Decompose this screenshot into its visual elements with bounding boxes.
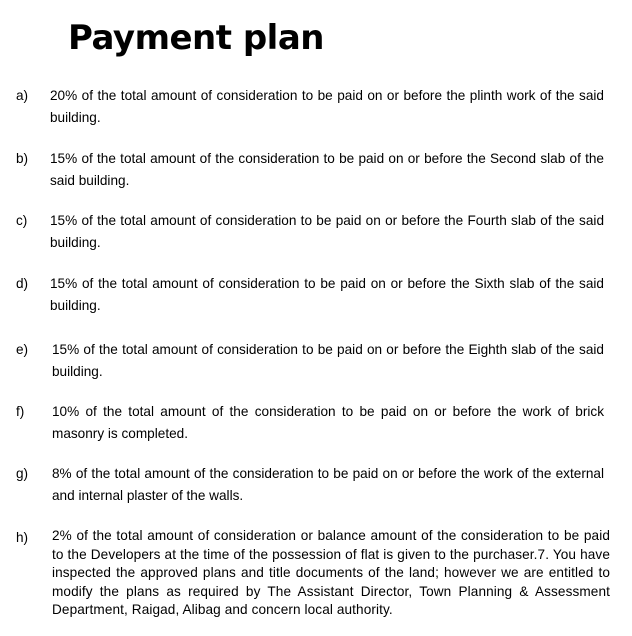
item-marker: c) [16,213,28,228]
item-text: 2% of the total amount of consideration or balance amount of the consideration to be paid to the Developers at the time of the possession of flat is given to the purchaser.7. You have inspected the approved plans and title documents of the land; however we are entitled to modify the plans as required by The Assistant Director, Town Planning & Assessment Department, Raigad, Alibag and concern local authority. [52,528,610,617]
item-text: 15% of the total amount of consideration to be paid on or before the Eighth slab of the said building. [52,342,604,379]
item-text: 15% of the total amount of consideration to be paid on or before the Fourth slab of the said building. [50,213,604,250]
item-marker: f) [16,404,25,419]
item-text: 20% of the total amount of consideration to be paid on or before the plinth work of the said building. [50,88,604,125]
item-marker: a) [16,88,29,103]
item-marker: d) [16,276,29,291]
item-text: 8% of the total amount of the consideration to be paid on or before the work of the external and internal plaster of the walls. [52,466,604,503]
item-text: 10% of the total amount of the consideration to be paid on or before the work of brick masonry is completed. [52,404,604,441]
item-marker: g) [16,466,29,481]
item-text: 15% of the total amount of the consideration to be paid on or before the Second slab of the said building. [50,151,604,188]
page-title: Payment plan [68,18,324,58]
item-marker: b) [16,151,29,166]
item-text: 15% of the total amount of consideration to be paid on or before the Sixth slab of the said building. [50,276,604,313]
item-marker: e) [16,342,29,357]
item-marker: h) [16,530,29,545]
